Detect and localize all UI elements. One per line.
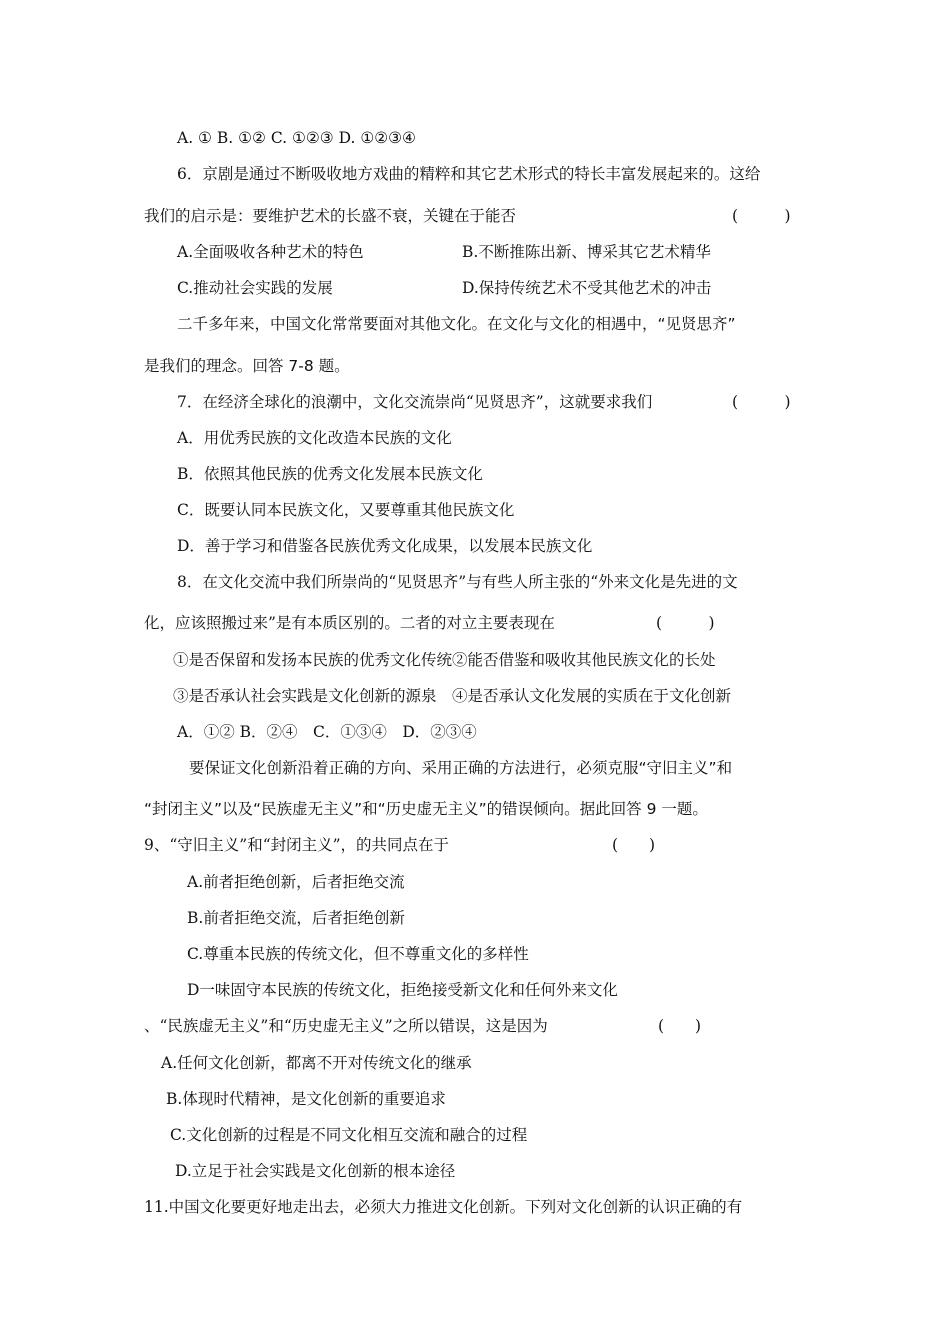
q6-option-c: C.推动社会实践的发展 [177,279,333,297]
q7-option-a: A．用优秀民族的文化改造本民族的文化 [177,429,452,447]
q7-answer-paren: ( ) [732,393,791,411]
q7-option-b: B．依照其他民族的优秀文化发展本民族文化 [177,465,483,483]
q10-option-b: B.体现时代精神，是文化创新的重要追求 [166,1090,446,1108]
q11-stem: 11.中国文化要更好地走出去，必须大力推进文化创新。下列对文化创新的认识正确的有 [144,1198,743,1216]
q8-statements-line1: ①是否保留和发扬本民族的优秀文化传统②能否借鉴和吸收其他民族文化的长处 [173,651,716,669]
q9-option-c: C.尊重本民族的传统文化，但不尊重文化的多样性 [187,945,529,963]
q7-stem: 7．在经济全球化的浪潮中，文化交流崇尚“见贤思齐”，这就要求我们 [177,393,653,411]
q9-option-b: B.前者拒绝交流，后者拒绝创新 [187,909,405,927]
q9-option-a: A.前者拒绝创新，后者拒绝交流 [187,873,405,891]
q9-answer-paren: ( ) [612,836,656,854]
q8-answer-paren: ( ) [656,614,715,632]
q10-stem: 、“民族虚无主义”和“历史虚无主义”之所以错误，这是因为 [144,1017,548,1035]
q6-stem-line2: 我们的启示是：要维护艺术的长盛不衰，关键在于能否 [144,207,517,225]
q10-answer-paren: ( ) [658,1017,702,1035]
q9-10-stem-line1: 要保证文化创新沿着正确的方向、采用正确的方法进行，必须克服“守旧主义”和 [189,759,733,777]
q6-answer-paren: ( ) [732,207,791,225]
q10-option-d: D.立足于社会实践是文化创新的根本途径 [175,1162,456,1180]
q7-option-c: C．既要认同本民族文化，又要尊重其他民族文化 [177,501,515,519]
q6-stem-line1: 6．京剧是通过不断吸收地方戏曲的精粹和其它艺术形式的特长丰富发展起来的。这给 [177,165,761,183]
q6-option-a: A.全面吸收各种艺术的特色 [177,243,364,261]
q7-option-d: D．善于学习和借鉴各民族优秀文化成果，以发展本民族文化 [177,537,593,555]
q9-option-d: D一味固守本民族的传统文化，拒绝接受新文化和任何外来文化 [187,981,618,999]
q8-statements-line2: ③是否承认社会实践是文化创新的源泉 ④是否承认文化发展的实质在于文化创新 [173,687,732,705]
q8-stem-line2: 化，应该照搬过来”是有本质区别的。二者的对立主要表现在 [144,614,555,632]
q5-answer-options: A. ① B. ①② C. ①②③ D. ①②③④ [177,129,416,147]
q10-option-a: A.任何文化创新，都离不开对传统文化的继承 [161,1054,472,1072]
q8-stem-line1: 8．在文化交流中我们所崇尚的“见贤思齐”与有些人所主张的“外来文化是先进的文 [177,573,738,591]
q6-option-b: B.不断推陈出新、博采其它艺术精华 [462,243,711,261]
q7-8-stem-line1: 二千多年来，中国文化常常要面对其他文化。在文化与文化的相遇中，“见贤思齐” [177,315,736,333]
q9-10-stem-line2: “封闭主义”以及“民族虚无主义”和“历史虚无主义”的错误倾向。据此回答 9 一题。 [144,800,708,818]
q10-option-c: C.文化创新的过程是不同文化相互交流和融合的过程 [170,1126,528,1144]
q6-option-d: D.保持传统艺术不受其他艺术的冲击 [462,279,712,297]
q7-8-stem-line2: 是我们的理念。回答 7-8 题。 [144,357,350,375]
q8-answer-options: A．①② B．②④ C．①③④ D．②③④ [177,723,477,741]
q9-stem: 9、“守旧主义”和“封闭主义”，的共同点在于 [144,836,450,854]
